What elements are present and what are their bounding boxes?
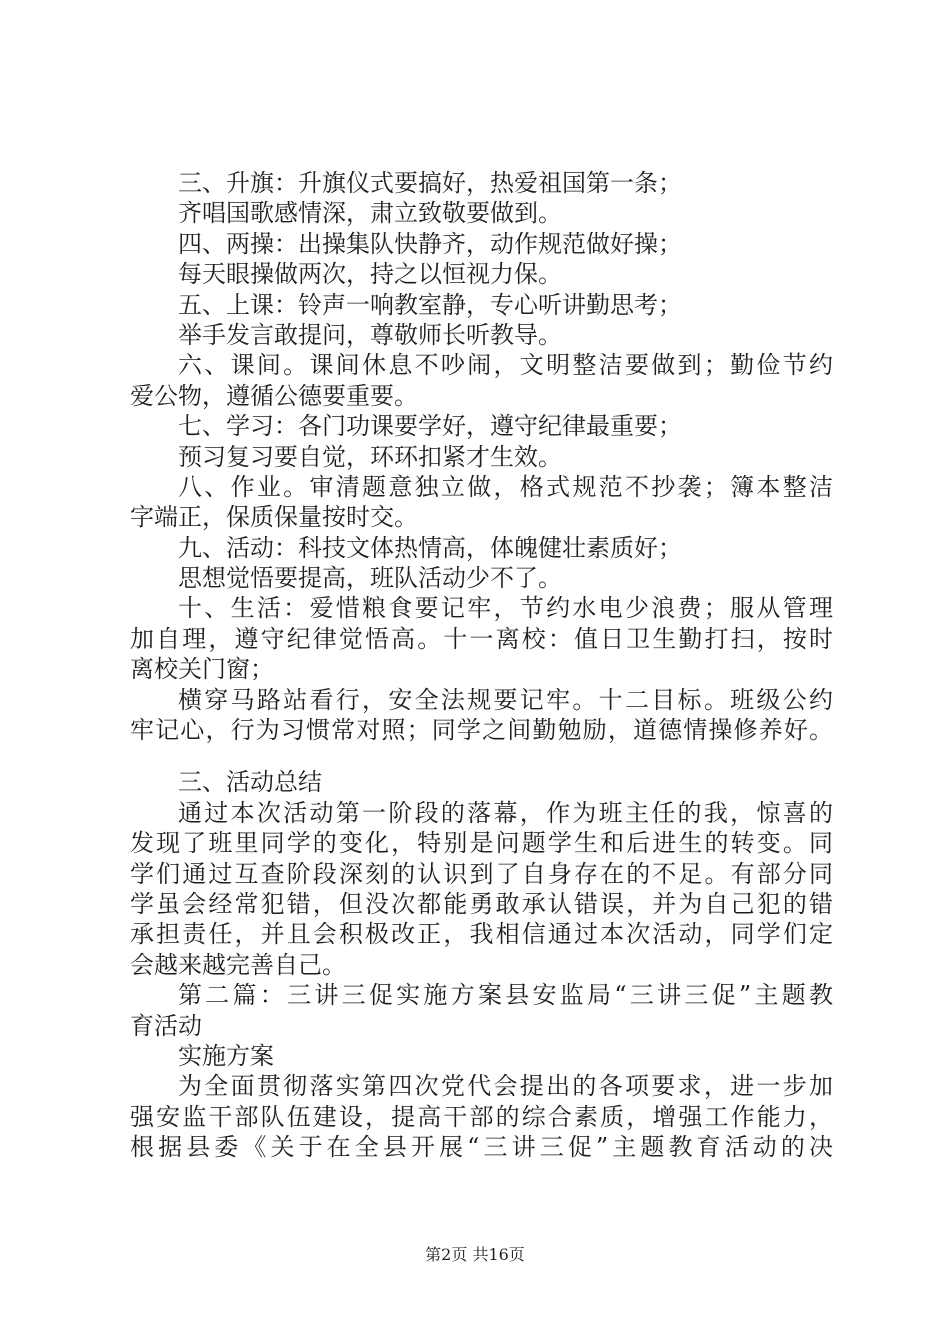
text-line: 七、学习：各门功课要学好，遵守纪律最重要； (178, 412, 682, 441)
document-body (130, 168, 833, 1163)
text-line: 为全面贯彻落实第四次党代会提出的各项要求，进一步加 (178, 1072, 833, 1101)
text-line: 加自理，遵守纪律觉悟高。十一离校：值日卫生勤打扫，按时 (130, 624, 833, 653)
text-line: 三、活动总结 (178, 768, 322, 797)
text-line: 四、两操：出操集队快静齐，动作规范做好操； (178, 229, 682, 258)
text-line: 思想觉悟要提高，班队活动少不了。 (178, 564, 562, 593)
text-line: 离校关门窗； (130, 655, 274, 684)
text-line: 每天眼操做两次，持之以恒视力保。 (178, 260, 562, 289)
text-line: 横穿马路站看行，安全法规要记牢。十二目标。班级公约 (178, 685, 833, 714)
text-line: 举手发言敢提问，尊敬师长听教导。 (178, 320, 562, 349)
text-line: 第二篇：三讲三促实施方案县安监局“三讲三促”主题教 (178, 981, 833, 1010)
text-line: 强安监干部队伍建设，提高干部的综合素质，增强工作能力， (130, 1102, 833, 1131)
paragraph-gap (130, 745, 833, 767)
text-line: 发现了班里同学的变化，特别是问题学生和后进生的转变。同 (130, 829, 833, 858)
text-line: 齐唱国歌感情深，肃立致敬要做到。 (178, 199, 562, 228)
text-line: 三、升旗：升旗仪式要搞好，热爱祖国第一条； (178, 169, 682, 197)
text-line: 十、生活：爱惜粮食要记牢，节约水电少浪费；服从管理 (178, 594, 833, 623)
text-line: 爱公物，遵循公德要重要。 (130, 381, 418, 410)
text-line: 五、上课：铃声一响教室静，专心听讲勤思考； (178, 290, 682, 319)
text-line: 字端正，保质保量按时交。 (130, 503, 418, 532)
text-line: 育活动 (130, 1011, 202, 1040)
text-line: 八、作业。审清题意独立做，格式规范不抄袭；簿本整洁 (178, 472, 833, 501)
text-line: 预习复习要自觉，环环扣紧才生效。 (178, 442, 562, 471)
text-line: 根据县委《关于在全县开展“三讲三促”主题教育活动的决 (130, 1133, 833, 1162)
text-line: 通过本次活动第一阶段的落幕，作为班主任的我，惊喜的 (178, 798, 833, 827)
text-line: 九、活动：科技文体热情高，体魄健壮素质好； (178, 533, 682, 562)
text-line: 六、课间。课间休息不吵闹，文明整洁要做到；勤俭节约 (178, 351, 833, 380)
text-line: 学虽会经常犯错，但没次都能勇敢承认错误，并为自己犯的错 (130, 889, 833, 918)
page-footer: 第2页 共16页 (425, 1245, 525, 1264)
text-line: 牢记心，行为习惯常对照；同学之间勤勉励，道德情操修养好。 (130, 716, 833, 745)
text-line: 承担责任，并且会积极改正，我相信通过本次活动，同学们定 (130, 920, 833, 949)
text-line: 实施方案 (178, 1041, 274, 1070)
text-line: 学们通过互查阶段深刻的认识到了自身存在的不足。有部分同 (130, 859, 833, 888)
text-line: 会越来越完善自己。 (130, 950, 346, 979)
